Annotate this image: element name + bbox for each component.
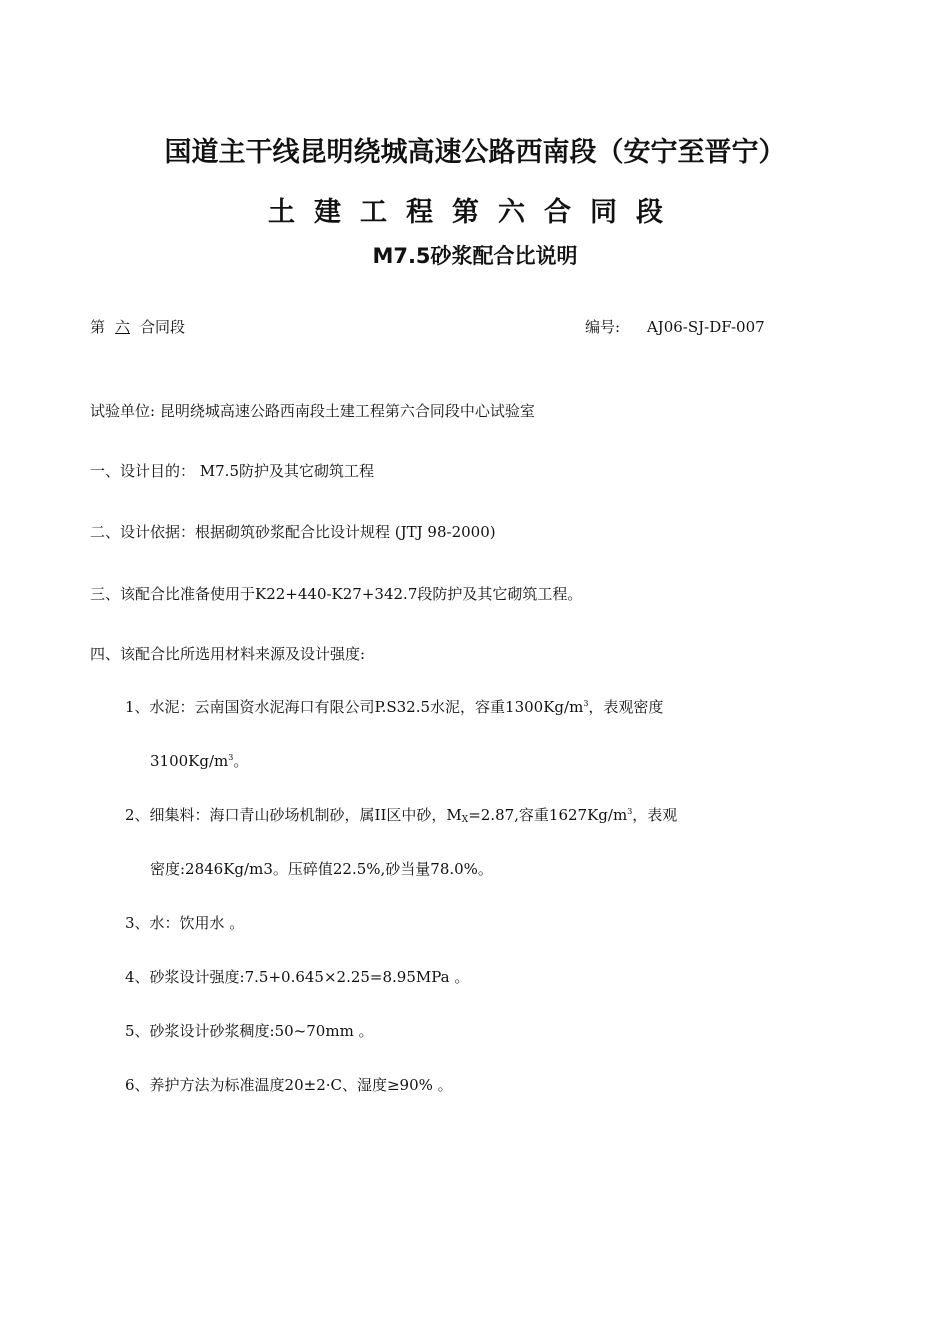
document-code (585, 316, 765, 337)
document-title-line3: M7.5砂浆配合比说明 (372, 244, 578, 268)
material-water: 3、水：饮用水 。 (125, 914, 245, 932)
material-aggregate-line2: 密度:2846Kg/m3。压碎值22.5%,砂当量78.0%。 (150, 860, 493, 878)
aggregate-tail: ，表观 (632, 806, 678, 824)
item-design-purpose: 一、设计目的： M7.5防护及其它砌筑工程 (90, 462, 374, 480)
aggregate-text: 2、细集料：海口青山砂场机制砂，属II区中砂，M (125, 806, 462, 824)
cement-unit-sup: 3 (583, 699, 589, 708)
design-consistency: 5、砂浆设计砂浆稠度:50~70mm 。 (125, 1022, 374, 1040)
cement-density-sup: 3 (228, 753, 234, 762)
section-suffix: 合同段 (140, 318, 186, 336)
design-strength: 4、砂浆设计强度:7.5+0.645×2.25=8.95MPa 。 (125, 968, 470, 986)
curing-method: 6、养护方法为标准温度20±2·C、湿度≥90% 。 (125, 1076, 453, 1094)
cement-text: 1、水泥：云南国资水泥海口有限公司P.S32.5水泥，容重1300Kg/m (125, 698, 584, 716)
aggregate-sup: 3 (627, 807, 633, 816)
cement-density: 3100Kg/m (150, 752, 229, 770)
code-label: 编号: (585, 318, 621, 336)
section-prefix: 第 (90, 318, 106, 336)
item-design-basis: 二、设计依据：根据砌筑砂浆配合比设计规程 (JTJ 98-2000) (90, 523, 496, 541)
material-aggregate-line1 (125, 804, 677, 825)
material-cement-line2 (150, 750, 248, 771)
aggregate-mid: =2.87,容重1627Kg/m (468, 806, 628, 824)
document-title-line2: 土建工程第六合同段 (268, 197, 682, 228)
item-materials-heading: 四、该配合比所选用材料来源及设计强度: (90, 645, 366, 663)
section-number: 六 (115, 318, 131, 336)
item-usage-range: 三、该配合比准备使用于K22+440-K27+342.7段防护及其它砌筑工程。 (90, 585, 583, 603)
section-label (90, 316, 185, 337)
material-cement-line1 (125, 696, 663, 717)
document-title-line1: 国道主干线昆明绕城高速公路西南段（安宁至晋宁） (164, 137, 786, 168)
cement-density-tail: 。 (233, 752, 249, 770)
cement-tail: ，表观密度 (588, 698, 664, 716)
test-unit: 试验单位: 昆明绕城高速公路西南段土建工程第六合同段中心试验室 (90, 402, 535, 420)
aggregate-sub: X (461, 815, 469, 825)
code-value: AJ06-SJ-DF-007 (646, 318, 765, 336)
